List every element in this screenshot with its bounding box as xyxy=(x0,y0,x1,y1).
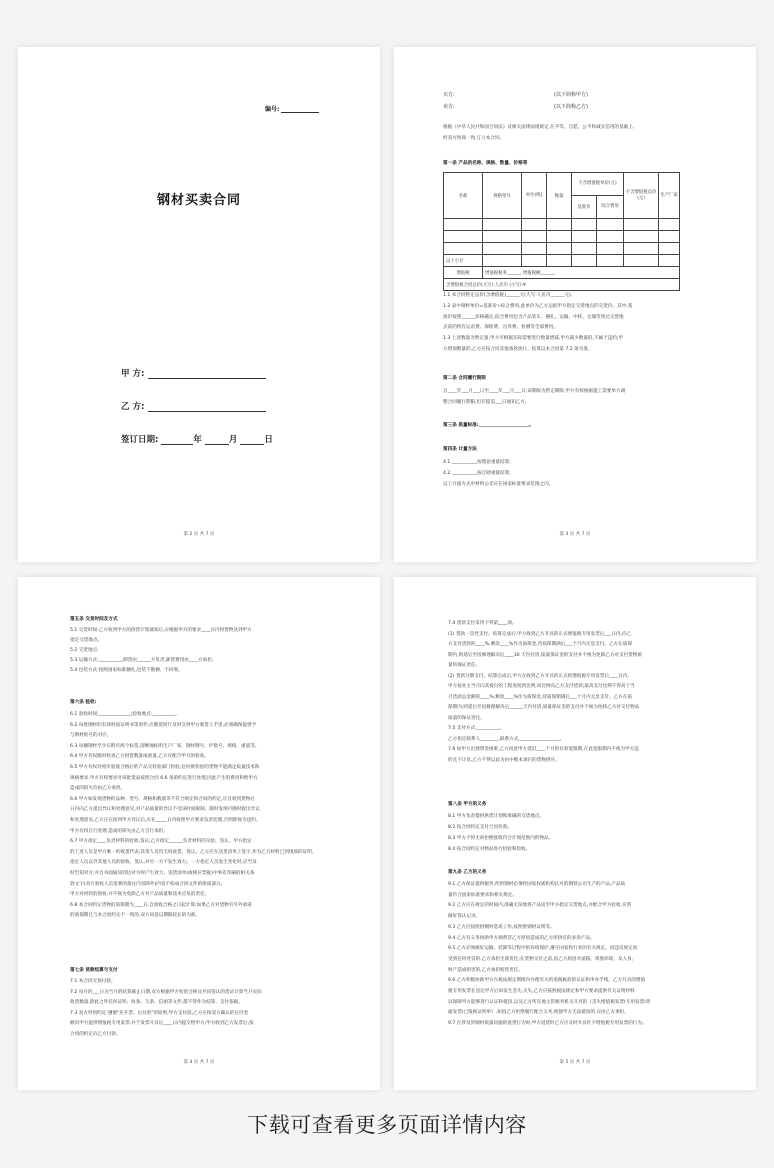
article-8-clauses: 8.1 甲方负责提供供货计划和准确的交货地点。 8.2 按合同约定支付合同价款。 8.3 甲方不得无故拒绝接收符合计划范围内的物品。 8.4 按合同约定对物品进行检验和验收。 xyxy=(448,814,554,852)
day-blank xyxy=(240,435,264,445)
th-manufacturer: 生产厂家 xyxy=(659,173,680,219)
table-row xyxy=(444,243,680,255)
contract-number-label: 编号: xyxy=(265,104,319,113)
th-spec: 规格型号 xyxy=(483,173,522,219)
contract-title: 钢材买卖合同 xyxy=(156,193,241,208)
party-b-row: 乙 方: xyxy=(121,400,266,412)
article-7-clauses: 7.1 本合同无预付款。 7.2 每月的___日为当月的结算截止日期,双方根据甲方检验合格及共同签认的货证计算当月实际 收货数量,除此之外任何证明、收条、欠条、信函等文件,都不得作为结算、支付依据。 7.3 双方特别约定:遵循"先开票、后付款"的原则,甲方支付前,乙方应按双方确认的应付金 额向甲方提供增值税专用发票,并于发票开具后____日内提交给甲方;甲方收到乙方发票后,按 合同的约定向乙方付款。 xyxy=(70,979,262,1037)
intro-paragraph: 根据《中华人民共和国合同法》及相关法律法规规定,在平等、自愿、公平和诚实信用的基础上, 经双方协商一致,订立本合同。 xyxy=(443,125,635,141)
article-1-title: 第一条 产品的名称、规格、数量、价格等 xyxy=(443,161,528,166)
article-6-title: 第六条 验收: xyxy=(70,700,97,705)
article-8-title: 第八条 甲方的义务 xyxy=(448,802,487,807)
vat-row: 增值税 增值税税率______, 增值税额______。 xyxy=(444,267,680,279)
article-7-continued: 7.4 货款支付采用下列第____项。 (1) 货款一次性支付。结算完成后,甲方收到乙方开具的正式增值税专用发票后___日内,向乙 方支付货款的____%,剩余____%作为质保金,待质保期满后___个月内无息支付。乙方在质保 期内,则延后至因修理解决后____30 天内付清,质量保证金的支付并不视为免除乙方对支付货物质 量的保证责任。 (2) 货款分期支付。结算完成后,甲方在收到乙方开具的正式的增值税专用发票后____日内, 甲方按业主当月向其拨付的工程进度款比例,同比例向乙方支付货款;最高支付比例不得高于当 月货款总金额的____%,剩余____%作为质保金,待质保期满后___个月内无息支付。乙方在质 保期内,则延后至因修理解决后______天内付清,质量保证金的支付并不视为免除乙方对交付物品 质量的保证责任。 7.5 支付方式:__________。 乙方指定联系人________,联系方式__________________。 7.6 如甲方出现资金困难,乙方同意甲方延迟____个月的付款宽限期,在此宽限期内不视为甲方违 约且不计息,乙方不得以此为由中断本项目的货物供应。 xyxy=(448,621,642,763)
th-name: 名称 xyxy=(444,173,483,219)
page-footer: 第 5 页 共 7 页 xyxy=(559,1060,591,1065)
tax-total-row: 含增值税合同总价(大写):人民币 (小写):¥ xyxy=(444,279,680,291)
th-base-price: 基准价 xyxy=(572,196,597,219)
party-b-blank xyxy=(148,402,266,412)
contract-page-4 xyxy=(18,577,380,1090)
table-row xyxy=(444,219,680,231)
article-9-title: 第九条 乙方的义务 xyxy=(448,870,487,875)
month-blank xyxy=(205,435,229,445)
page-footer: 第 2 页 共 7 页 xyxy=(183,532,215,537)
contract-cover-page xyxy=(18,47,380,562)
article-1-clauses: 1.1 本合同暂定总价(含增值税)______元(大写:人民币______元)。 1.2 表中钢材单价=基准价+综合费用,此单价为乙方运抵甲方指定交货地点的交货价。其中,基 准价按照______价格确定,综合费用包含产品装车、捆扎、运输、中转、仓储等到达交货地 点前的所有运杂费、保险费、出库费、检测等全部费用。 1.3 上述数量为暂定量,甲方可根据实际需要进行数量增减,甲方减少数量的,不属于违约;甲 方增加数量的,乙方应按合同其他条款执行。结算以本合同第 7.2 条为准。 xyxy=(443,293,633,352)
product-table xyxy=(443,172,680,291)
contract-page-5 xyxy=(394,577,756,1090)
th-qty: 数量 xyxy=(547,173,572,219)
th-unit: 单位(吨) xyxy=(522,173,547,219)
year-blank xyxy=(161,435,193,445)
contract-page-3 xyxy=(394,47,756,562)
th-total: 不含增值税总价(元) xyxy=(624,173,659,219)
article-4-clauses: 4.1 ___________按理论重量结算; 4.2 ___________按过磅重量结算; 以上计量方式中材料公差应在国家标准要求范围之内。 xyxy=(443,460,554,487)
th-comprehensive-fee: 综合费用 xyxy=(597,196,624,219)
article-2-clauses: 自____年___月___日至____年___月___日;该期限为暂定期限,甲方有权根据施工需要单方调 整合同履行期限,但应提前___日通知乙方。 xyxy=(443,389,626,405)
page-footer: 第 3 页 共 7 页 xyxy=(559,532,591,537)
article-6-clauses: 6.1 验收时间:______________;验收地点:__________。 6.2 每批钢材的有效材质证明书等原件,应随货同行及时交到甲方收货人手里,必须确保提供予 与钢材批号的对应。 6.3 每捆钢材至少应附有两个标签,清晰地标明生产厂家、钢材牌号、炉批号、规格、重量等。 6.4 甲方有权随时检查乙方供货数量或重量,乙方应配合甲方的检查。 6.5 甲方有权对初步验收合格后的产品交检验部门检验,任何被检验的货物不能满足质量技术和 规格要求,甲方有权要求对该批货品按照合同 6.6 条的约定进行处理,因此产生的费用和给甲方 造成的损失均由乙方承担。 6.6 甲方如发现货物的品种、型号、规格和数量等不符合规定和合同的约定,应自收到货物后 日内向乙方提出异议和处理意见,对产品质量的异议不受该时间限制。随时发现可随时提出异议 和处理意见,乙方应在接到甲方异议后,应在_____日内按照甲方要求负责处理,否则即视为违约, 甲方有权自行处理,造成的损失由乙方自行承担。 6.7 甲方指定____负责材料的验收,签认;乙方指定______负责材料的交验、签认。甲方指定 的上述人员是甲方唯一的收货代表,其余人员均无权收货、签认。乙方应在送货清单上签字,作为乙方材料已到现场的证明, 指定人员以外其他人员的验收、签认,对另一方不发生效力。一方指定人员发生变化时,应当及 时告知对方;并自书面通知到达对方时产生效力。送货清单(或相应票据)中事先印刷的相关条 款文字(双方验收人员签署的备注内容除外)内容不构成合同文件的组成部分。 甲方对材料的验收,并不视为免除乙方对产品质量和技术应负的责任。 6.8 本合同约定货物的质保期为____日,自验收合格之日起计算;如果乙方对货物有另外承诺 的质保期且与本合同约定不一致的,双方同意以期限较长的为准。 xyxy=(70,712,314,919)
subtotal-row: 以上小计 xyxy=(444,255,680,267)
sign-date-row: 签订日期: 年 月 日 xyxy=(121,435,273,445)
party-a-row: 甲 方: xyxy=(121,367,266,379)
article-7-title: 第七条 货款结算与支付 xyxy=(70,968,118,973)
buyer-label: 买方: xyxy=(443,92,455,98)
article-3-title: 第三条 质量标准:______________________。 xyxy=(443,423,534,428)
download-caption: 下载可查看更多页面详情内容 xyxy=(247,1113,527,1137)
contract-number-blank xyxy=(281,106,319,113)
table-row xyxy=(444,231,680,243)
article-9-clauses: 9.1 乙方保证提供服务,所供钢材必须经国家权威机构认可的钢铁公司生产的产品,产品质 量符合国家标准要求和相关规定。 9.2 乙方应在规定的时间内,准确无误地将产品送至甲方指定交货地点,并配合甲方验收,实到 做好签认记录。 9.3 乙方应按照供钢材选场工作,按照供钢材证明等。 9.4 乙方有义务协助甲方调剂非乙方原因造成的乙方所供应的多余产品。 9.5 乙方必须做好运输、装卸等过程中的环境保护,遵守国家和行业的有关规定。因违反规定而 受到任何处罚的,乙方承担全部责任;在货物交付之前,因乙方原因对道路、周围环境、及人身、 财产造成损害的,乙方承担赔偿责任。 9.6 乙方积极协助甲方在税法规定期限内办理有关的退税税款的认证和申办手续。乙方开具的增值 税专用发票在送达甲方后如发生丢失,灭失,乙方应按照税法规定和甲方要求提供有关证明材料 以保障甲方能够进行认证和抵扣,以及乙方所在地主管税务机关开具的《丢失增值税发票(专用发票/普 通发票)已报税证明单》,如因乙方拒绝履行配合义务,致使甲方无法抵扣的,应由乙方承担。 9.7 在涉及到钢材质量问题的退货行为时,甲方退货时乙方应及时开具红字增值税专用发票的行为。 xyxy=(448,882,651,1027)
article-4-title: 第四条 计量方法 xyxy=(443,447,477,452)
th-price-group: 不含增值税单价(元) xyxy=(572,173,624,196)
article-2-title: 第二条 合同履行期限 xyxy=(443,376,486,381)
article-5-title: 第五条 交货时间及方式 xyxy=(70,617,118,622)
party-a-blank xyxy=(148,369,266,379)
buyer-note: (以下简称甲方) xyxy=(554,92,588,98)
seller-note: (以下简称乙方) xyxy=(554,104,588,110)
seller-label: 卖方: xyxy=(443,104,455,110)
page-footer: 第 4 页 共 7 页 xyxy=(183,1060,215,1065)
article-5-clauses: 5.1 交货时间:乙方收到甲方的供货计划通知后,应根据甲方的要求____日内将货物送到甲方 指定交货地点。 5.2 交货地点: 5.3 运输方式:__________,卸货由______方负责,卸货费用由____方承担。 5.4 包装方式:按照国家标准捆扎,包装不散捆、不回收。 xyxy=(70,628,252,673)
